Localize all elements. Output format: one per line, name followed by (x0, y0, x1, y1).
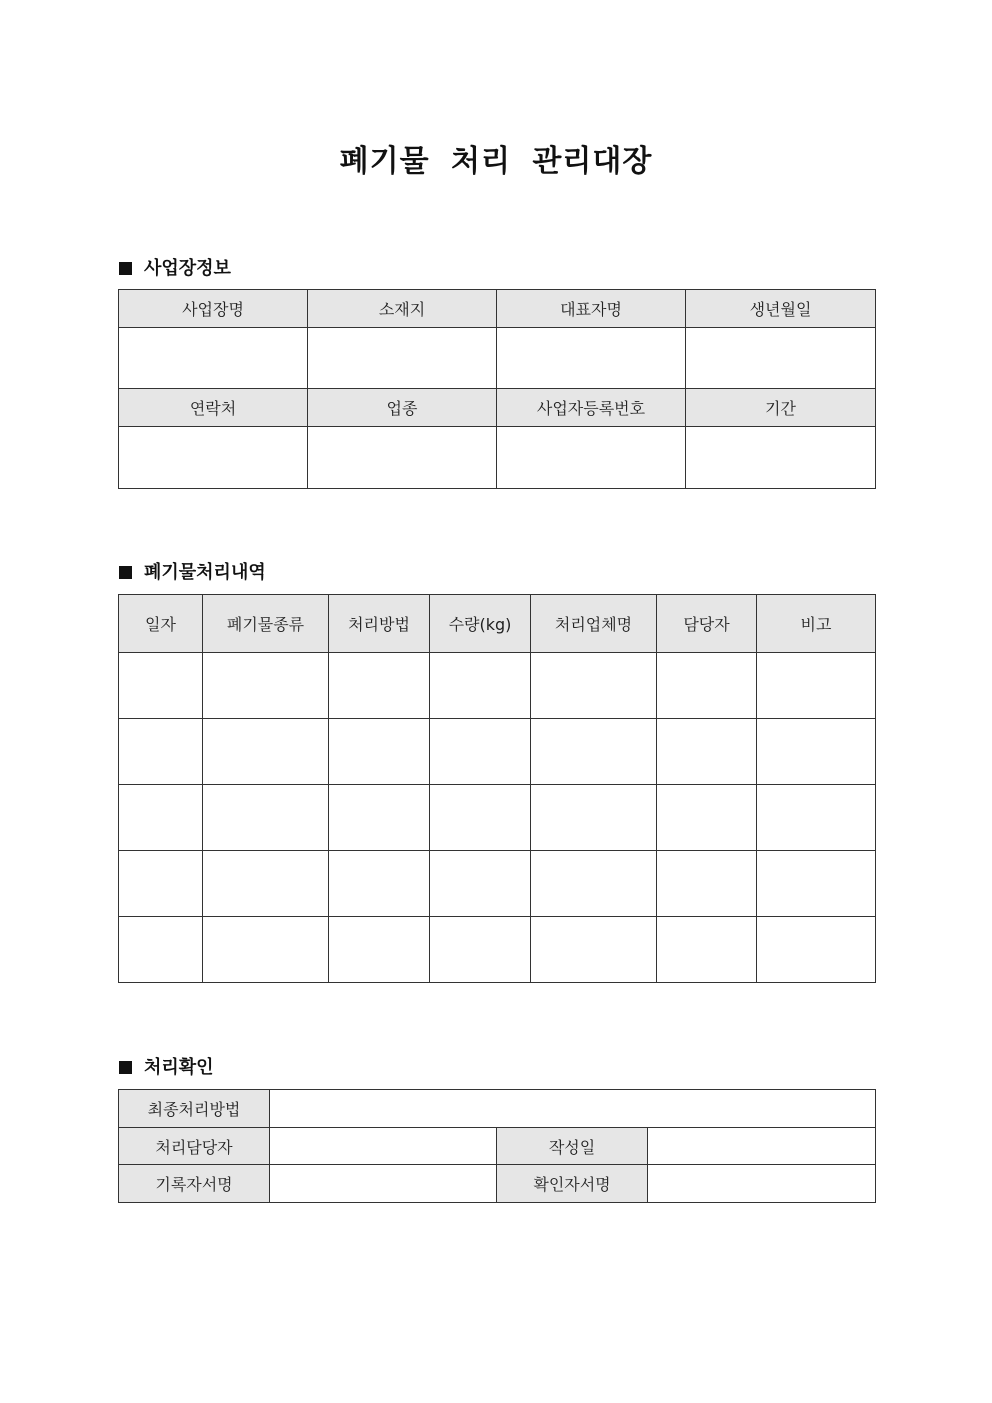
header-cell: 기록자서명 (119, 1165, 270, 1203)
input-cell[interactable] (430, 917, 531, 983)
header-cell: 작성일 (497, 1128, 648, 1165)
section-label: 폐기물처리내역 (144, 562, 266, 583)
input-cell[interactable] (531, 719, 657, 785)
input-cell[interactable] (119, 427, 308, 489)
input-cell[interactable] (497, 328, 686, 389)
square-bullet-icon (119, 1061, 132, 1074)
table-row (119, 785, 876, 851)
input-cell[interactable] (657, 719, 757, 785)
header-cell: 사업장명 (119, 290, 308, 328)
table-row (119, 653, 876, 719)
input-cell[interactable] (203, 917, 329, 983)
input-cell[interactable] (648, 1128, 876, 1165)
header-cell: 최종처리방법 (119, 1090, 270, 1128)
header-cell: 기간 (686, 389, 876, 427)
input-cell[interactable] (308, 328, 497, 389)
section-heading-confirm (119, 1053, 214, 1079)
signature-cell[interactable] (648, 1165, 876, 1203)
input-cell[interactable] (119, 851, 203, 917)
input-cell[interactable] (430, 785, 531, 851)
waste-record-table (118, 594, 876, 983)
input-cell[interactable] (686, 427, 876, 489)
input-cell[interactable] (270, 1090, 876, 1128)
input-cell[interactable] (329, 917, 430, 983)
input-cell[interactable] (757, 785, 876, 851)
section-label: 처리확인 (144, 1057, 214, 1078)
input-cell[interactable] (531, 917, 657, 983)
section-label: 사업장정보 (144, 258, 231, 279)
header-cell: 소재지 (308, 290, 497, 328)
section-heading-info (119, 254, 231, 280)
input-cell[interactable] (329, 851, 430, 917)
confirmation-table (118, 1089, 876, 1203)
signature-cell[interactable] (270, 1165, 497, 1203)
header-cell: 폐기물종류 (203, 595, 329, 653)
input-cell[interactable] (329, 785, 430, 851)
input-cell[interactable] (329, 653, 430, 719)
header-cell: 연락처 (119, 389, 308, 427)
input-cell[interactable] (686, 328, 876, 389)
input-cell[interactable] (203, 785, 329, 851)
header-cell: 수량(kg) (430, 595, 531, 653)
square-bullet-icon (119, 566, 132, 579)
header-cell: 처리업체명 (531, 595, 657, 653)
header-cell: 일자 (119, 595, 203, 653)
header-cell: 담당자 (657, 595, 757, 653)
input-cell[interactable] (657, 785, 757, 851)
header-cell: 처리방법 (329, 595, 430, 653)
header-cell: 비고 (757, 595, 876, 653)
document-title: 폐기물 처리 관리대장 (339, 144, 653, 179)
input-cell[interactable] (531, 785, 657, 851)
input-cell[interactable] (203, 719, 329, 785)
header-cell: 확인자서명 (497, 1165, 648, 1203)
header-cell: 업종 (308, 389, 497, 427)
input-cell[interactable] (657, 851, 757, 917)
table-row (119, 917, 876, 983)
input-cell[interactable] (757, 719, 876, 785)
input-cell[interactable] (430, 653, 531, 719)
section-heading-waste (119, 558, 266, 584)
input-cell[interactable] (657, 653, 757, 719)
input-cell[interactable] (430, 719, 531, 785)
input-cell[interactable] (657, 917, 757, 983)
input-cell[interactable] (329, 719, 430, 785)
input-cell[interactable] (497, 427, 686, 489)
input-cell[interactable] (119, 917, 203, 983)
table-row (119, 719, 876, 785)
input-cell[interactable] (203, 653, 329, 719)
header-cell: 처리담당자 (119, 1128, 270, 1165)
input-cell[interactable] (270, 1128, 497, 1165)
input-cell[interactable] (757, 917, 876, 983)
input-cell[interactable] (757, 851, 876, 917)
business-info-table (118, 289, 876, 489)
input-cell[interactable] (531, 653, 657, 719)
input-cell[interactable] (119, 785, 203, 851)
input-cell[interactable] (119, 328, 308, 389)
input-cell[interactable] (119, 719, 203, 785)
input-cell[interactable] (757, 653, 876, 719)
input-cell[interactable] (119, 653, 203, 719)
square-bullet-icon (119, 262, 132, 275)
header-cell: 사업자등록번호 (497, 389, 686, 427)
header-cell: 생년월일 (686, 290, 876, 328)
input-cell[interactable] (531, 851, 657, 917)
input-cell[interactable] (203, 851, 329, 917)
header-cell: 대표자명 (497, 290, 686, 328)
input-cell[interactable] (430, 851, 531, 917)
input-cell[interactable] (308, 427, 497, 489)
table-row (119, 851, 876, 917)
